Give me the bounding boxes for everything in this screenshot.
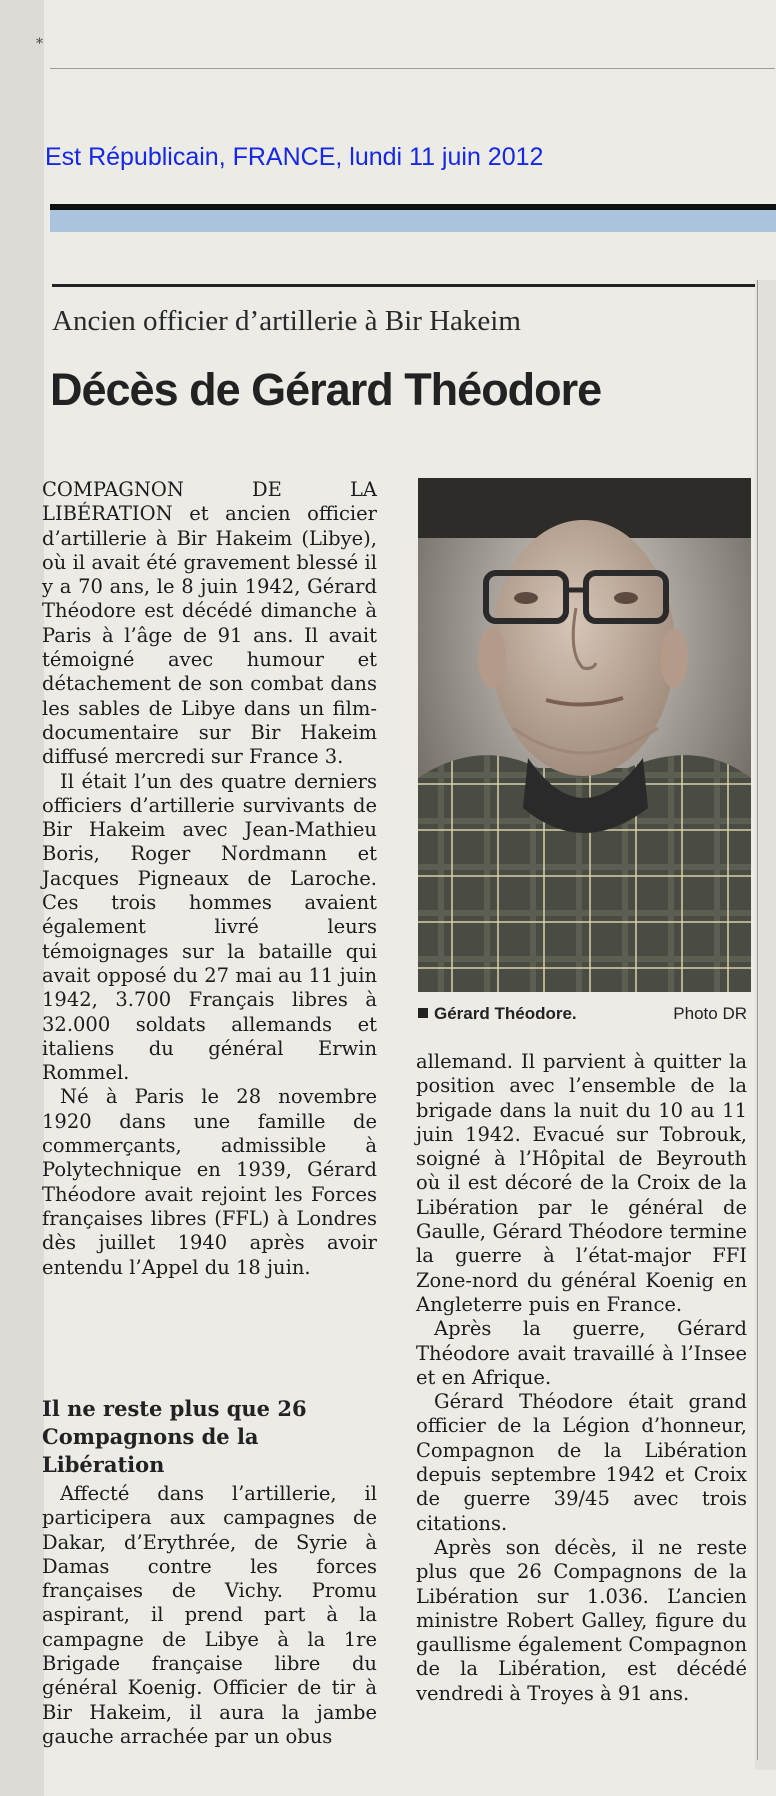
paragraph: Gérard Théodore était grand officier de la Légion d’honneur, Compagnon de la Libération depuis septembre 1942 et Croix de guerre 39/45 avec trois citations.: [416, 1390, 747, 1535]
article-title: Décès de Gérard Théodore: [50, 364, 602, 415]
header-blue-band: [50, 210, 776, 232]
article-kicker: Ancien officier d’artillerie à Bir Hakeim: [52, 305, 521, 337]
caption-name: Gérard Théodore.: [434, 1004, 577, 1023]
paragraph: Il était l’un des quatre derniers officiers d’artillerie survivants de Bir Hakeim avec Jean-Mathieu Boris, Roger Nordmann et Jacques Pigneaux de Laroche. Ces trois hommes avaient également livré leurs témoignages sur la bataille qui avait opposé du 27 mai au 11 juin 1942, 3.700 Français libres à 32.000 soldats allemands et italiens du général Erwin Rommel.: [42, 769, 377, 1085]
column-1: [42, 478, 377, 1280]
source-line: Est Républicain, FRANCE, lundi 11 juin 2012: [45, 143, 544, 171]
photo-caption: [418, 1004, 751, 1024]
margin-mark: *: [36, 36, 43, 52]
portrait-illustration: [418, 478, 751, 992]
paragraph: Affecté dans l’artillerie, il participera aux campagnes de Dakar, d’Erythrée, de Syrie à Damas contre les forces françaises de Vichy. Promu aspirant, il prend part à la campagne de Libye à la 1re Brigade française libre du général Koenig. Officier de tir à Bir Hakeim, il aura la jambe gauche arrachée par un obus: [42, 1482, 377, 1748]
paragraph: Après la guerre, Gérard Théodore avait travaillé à l’Insee et en Afrique.: [416, 1317, 747, 1389]
top-rule: [50, 68, 775, 69]
paragraph: Né à Paris le 28 novembre 1920 dans une famille de commerçants, admissible à Polytechnique en 1939, Gérard Théodore avait rejoint les Forces françaises libres (FFL) à Londres dès juillet 1940 après avoir entendu l’Appel du 18 juin.: [42, 1085, 377, 1279]
paragraph: allemand. Il parvient à quitter la position avec l’ensemble de la brigade dans la nuit du 10 au 11 juin 1942. Evacué sur Tobrouk, soigné à l’Hôpital de Beyrouth où il est décoré de la Croix de la Libération par le général de Gaulle, Gérard Théodore termine la guerre à l’état-major FFI Zone-nord du général Koenig en Angleterre puis en France.: [416, 1050, 747, 1316]
column-1-continued: [42, 1482, 377, 1749]
paragraph: COMPAGNON DE LA LIBÉRATION et ancien officier d’artillerie à Bir Hakeim (Libye), où il avait été gravement blessé il y a 70 ans, le 8 juin 1942, Gérard Théodore est décédé dimanche à Paris à l’âge de 91 ans. Il avait témoigné avec humour et détachement de son combat dans les sables de Libye dans un film-documentaire sur Bir Hakeim diffusé mercredi sur France 3.: [42, 478, 377, 769]
column-2: [416, 1050, 747, 1706]
page-edge: [0, 0, 44, 1796]
paragraph: Après son décès, il ne reste plus que 26 Compagnons de la Libération sur 1.036. L’ancien ministre Robert Galley, figure du gaullisme également Compagnon de la Libération, est décédé vendredi à Troyes à 91 ans.: [416, 1535, 747, 1705]
column-rule: [757, 280, 758, 1760]
caption-square-icon: [418, 1008, 428, 1018]
adjacent-column-edge: [755, 280, 776, 1770]
photo-credit: Photo DR: [673, 1004, 747, 1023]
section-subhead: Il ne reste plus que 26 Compagnons de la Libération: [42, 1396, 307, 1477]
portrait-photo: [418, 478, 751, 992]
article-rule: [52, 284, 755, 287]
